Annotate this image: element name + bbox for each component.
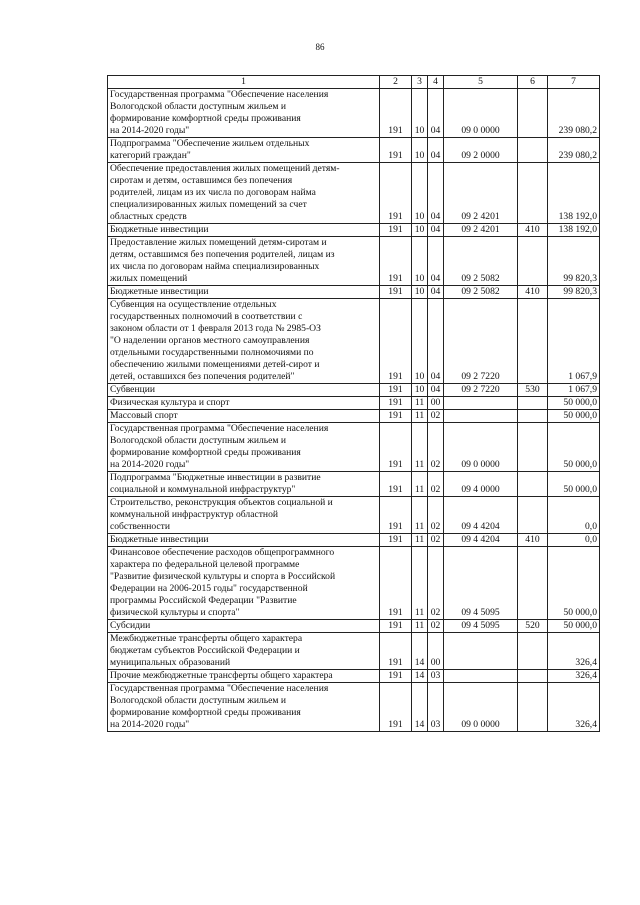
row-code-4-cell: 04 [428,224,444,237]
row-code-6-cell: 410 [518,224,548,237]
budget-table [107,75,600,732]
row-code-5-cell: 09 0 0000 [444,89,518,138]
row-code-6-cell [518,397,548,410]
row-code-3-cell: 11 [412,534,428,547]
row-code-5-cell: 09 2 7220 [444,299,518,384]
row-code-4-cell: 02 [428,534,444,547]
row-name-cell: Государственная программа "Обеспечение населения Вологодской области доступным жильем и формирование комфортной среды проживания на 2014-2020 годы" [108,89,380,138]
row-code-4-cell: 04 [428,299,444,384]
row-code-3-cell: 14 [412,633,428,670]
header-col-2: 2 [380,76,412,89]
row-code-4-cell: 02 [428,547,444,620]
row-code-3-cell: 10 [412,163,428,224]
row-code-2-cell: 191 [380,224,412,237]
row-code-4-cell: 04 [428,286,444,299]
row-name-cell: Межбюджетные трансферты общего характера бюджетам субъектов Российской Федерации и муниципальных образований [108,633,380,670]
row-amount-cell: 326,4 [548,683,600,732]
row-amount-cell: 239 080,2 [548,89,600,138]
row-code-6-cell [518,163,548,224]
row-code-4-cell: 04 [428,89,444,138]
table-row [108,410,600,423]
row-code-6-cell [518,89,548,138]
row-code-6-cell [518,670,548,683]
row-amount-cell: 138 192,0 [548,163,600,224]
row-amount-cell: 326,4 [548,670,600,683]
row-code-3-cell: 11 [412,423,428,472]
page-number: 86 [315,42,325,52]
row-code-3-cell: 10 [412,384,428,397]
row-amount-cell: 50 000,0 [548,547,600,620]
row-code-2-cell: 191 [380,620,412,633]
row-code-4-cell: 02 [428,620,444,633]
row-code-5-cell: 09 2 4201 [444,163,518,224]
row-code-3-cell: 11 [412,397,428,410]
row-code-2-cell: 191 [380,397,412,410]
row-code-6-cell [518,683,548,732]
row-code-3-cell: 11 [412,472,428,497]
row-code-4-cell: 02 [428,423,444,472]
row-name-cell: Массовый спорт [108,410,380,423]
row-amount-cell: 99 820,3 [548,237,600,286]
row-code-4-cell: 03 [428,683,444,732]
table-row [108,497,600,534]
row-code-3-cell: 11 [412,547,428,620]
row-code-3-cell: 11 [412,497,428,534]
row-code-4-cell: 00 [428,633,444,670]
row-code-4-cell: 02 [428,472,444,497]
row-name-cell: Государственная программа "Обеспечение населения Вологодской области доступным жильем и формирование комфортной среды проживания на 2014-2020 годы" [108,423,380,472]
header-col-3: 3 [412,76,428,89]
header-col-7: 7 [548,76,600,89]
row-code-5-cell: 09 4 5095 [444,547,518,620]
row-code-5-cell: 09 4 4204 [444,497,518,534]
table-row [108,286,600,299]
row-code-2-cell: 191 [380,410,412,423]
header-row [108,76,600,89]
row-code-2-cell: 191 [380,472,412,497]
row-code-3-cell: 10 [412,89,428,138]
table-row [108,683,600,732]
row-code-3-cell: 10 [412,299,428,384]
row-code-3-cell: 11 [412,620,428,633]
row-name-cell: Обеспечение предоставления жилых помещений детям- сиротам и детям, оставшимся без попечения родителей, лицам из их числа по договорам найма специализированных жилых помещений за счет областных средств [108,163,380,224]
row-code-5-cell: 09 2 7220 [444,384,518,397]
row-amount-cell: 99 820,3 [548,286,600,299]
row-name-cell: Прочие межбюджетные трансферты общего характера [108,670,380,683]
row-code-5-cell: 09 0 0000 [444,423,518,472]
row-code-5-cell [444,633,518,670]
row-code-6-cell [518,237,548,286]
row-code-6-cell [518,299,548,384]
row-code-2-cell: 191 [380,384,412,397]
row-code-5-cell: 09 4 5095 [444,620,518,633]
row-code-3-cell: 14 [412,670,428,683]
row-name-cell: Субвенции [108,384,380,397]
row-code-3-cell: 10 [412,224,428,237]
row-code-6-cell [518,497,548,534]
header-col-5: 5 [444,76,518,89]
table-row [108,620,600,633]
row-amount-cell: 50 000,0 [548,423,600,472]
row-code-4-cell: 04 [428,384,444,397]
row-code-4-cell: 02 [428,410,444,423]
header-col-6: 6 [518,76,548,89]
table-row [108,384,600,397]
row-code-2-cell: 191 [380,547,412,620]
row-code-2-cell: 191 [380,286,412,299]
row-code-6-cell [518,423,548,472]
table-row [108,472,600,497]
table-row [108,163,600,224]
row-code-6-cell: 530 [518,384,548,397]
table-row [108,534,600,547]
table-row [108,224,600,237]
table-body [108,89,600,732]
row-code-4-cell: 04 [428,138,444,163]
row-amount-cell: 239 080,2 [548,138,600,163]
row-code-5-cell: 09 4 0000 [444,472,518,497]
row-code-4-cell: 04 [428,163,444,224]
row-code-2-cell: 191 [380,683,412,732]
row-amount-cell: 0,0 [548,497,600,534]
row-code-5-cell [444,397,518,410]
row-code-5-cell: 09 2 4201 [444,224,518,237]
row-code-4-cell: 03 [428,670,444,683]
row-code-2-cell: 191 [380,497,412,534]
row-name-cell: Предоставление жилых помещений детям-сиротам и детям, оставшимся без попечения родителей, лицам из их числа по договорам найма специализированных жилых помещений [108,237,380,286]
table-row [108,237,600,286]
row-code-6-cell: 520 [518,620,548,633]
row-code-4-cell: 04 [428,237,444,286]
table-row [108,397,600,410]
row-code-3-cell: 10 [412,237,428,286]
row-name-cell: Субвенция на осуществление отдельных государственных полномочий в соответствии с законом области от 1 февраля 2013 года № 2985-ОЗ "О наделении органов местного самоуправления отдельными государственными полномочиями по обеспечению жилыми помещениями детей-сирот и детей, оставшихся без попечения родителей" [108,299,380,384]
row-name-cell: Подпрограмма "Обеспечение жильем отдельных категорий граждан" [108,138,380,163]
row-code-5-cell [444,410,518,423]
table-row [108,89,600,138]
row-code-3-cell: 14 [412,683,428,732]
row-code-5-cell: 09 0 0000 [444,683,518,732]
table-row [108,423,600,472]
row-code-2-cell: 191 [380,138,412,163]
row-code-6-cell [518,410,548,423]
row-code-5-cell [444,670,518,683]
row-amount-cell: 1 067,9 [548,384,600,397]
row-code-5-cell: 09 2 0000 [444,138,518,163]
row-code-2-cell: 191 [380,299,412,384]
row-name-cell: Бюджетные инвестиции [108,534,380,547]
row-code-2-cell: 191 [380,670,412,683]
row-code-6-cell: 410 [518,286,548,299]
row-name-cell: Бюджетные инвестиции [108,224,380,237]
table-row [108,138,600,163]
row-name-cell: Бюджетные инвестиции [108,286,380,299]
row-code-3-cell: 10 [412,286,428,299]
row-name-cell: Государственная программа "Обеспечение населения Вологодской области доступным жильем и формирование комфортной среды проживания на 2014-2020 годы" [108,683,380,732]
table-row [108,299,600,384]
row-amount-cell: 50 000,0 [548,397,600,410]
row-code-5-cell: 09 4 4204 [444,534,518,547]
row-name-cell: Подпрограмма "Бюджетные инвестиции в развитие социальной и коммунальной инфраструктур" [108,472,380,497]
row-code-6-cell [518,633,548,670]
table-row [108,547,600,620]
table-row [108,633,600,670]
row-code-6-cell [518,138,548,163]
row-amount-cell: 50 000,0 [548,472,600,497]
row-code-2-cell: 191 [380,89,412,138]
header-col-4: 4 [428,76,444,89]
row-amount-cell: 50 000,0 [548,410,600,423]
row-name-cell: Строительство, реконструкция объектов социальной и коммунальной инфраструктур областной собственности [108,497,380,534]
row-code-6-cell: 410 [518,534,548,547]
table-row [108,670,600,683]
row-amount-cell: 326,4 [548,633,600,670]
row-amount-cell: 138 192,0 [548,224,600,237]
row-amount-cell: 0,0 [548,534,600,547]
row-name-cell: Субсидии [108,620,380,633]
row-amount-cell: 1 067,9 [548,299,600,384]
row-code-6-cell [518,547,548,620]
row-code-4-cell: 02 [428,497,444,534]
row-code-2-cell: 191 [380,423,412,472]
row-code-2-cell: 191 [380,633,412,670]
row-name-cell: Финансовое обеспечение расходов общепрограммного характера по федеральной целевой программе "Развитие физической культуры и спорта в Российской Федерации на 2006-2015 годы" государственной программы Российской Федерации "Развитие физической культуры и спорта" [108,547,380,620]
row-amount-cell: 50 000,0 [548,620,600,633]
row-code-3-cell: 11 [412,410,428,423]
row-code-4-cell: 00 [428,397,444,410]
header-col-1: 1 [108,76,380,89]
row-code-2-cell: 191 [380,534,412,547]
row-name-cell: Физическая культура и спорт [108,397,380,410]
row-code-3-cell: 10 [412,138,428,163]
row-code-5-cell: 09 2 5082 [444,237,518,286]
row-code-5-cell: 09 2 5082 [444,286,518,299]
row-code-6-cell [518,472,548,497]
row-code-2-cell: 191 [380,237,412,286]
row-code-2-cell: 191 [380,163,412,224]
